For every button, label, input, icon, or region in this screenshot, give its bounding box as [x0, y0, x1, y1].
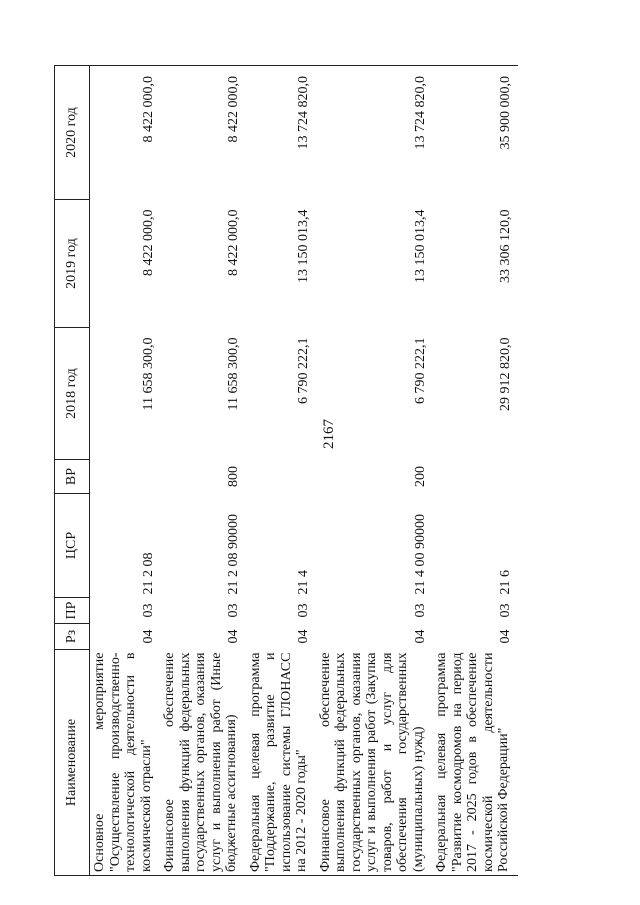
row-csr: 21 6: [498, 570, 513, 595]
row-2020: 35 900 000,0: [432, 66, 518, 200]
row-pr: 03: [140, 603, 156, 618]
row-pr: 03: [412, 603, 428, 618]
row-name: Федеральная целевая программа "Поддержание, развитие и использование системы ГЛОНАСС на 2012 - 2020 годы": [246, 650, 316, 876]
row-2019: 8 422 000,0: [140, 209, 156, 276]
row-csr: 21 2 08: [140, 552, 156, 595]
header-pr: ПР: [55, 598, 90, 624]
row-name: Основное мероприятие "Осуществление производственно-технологической деятельности в космической отрасли": [90, 650, 161, 876]
table-row: [246, 66, 316, 876]
row-pr: 03: [498, 603, 513, 618]
row-pr: 03: [226, 603, 241, 618]
row-2019: 13 150 013,4: [412, 209, 428, 283]
table-row: [90, 66, 161, 876]
row-rz: 04: [226, 629, 241, 644]
row-2018: 11 658 300,0: [140, 337, 156, 411]
header-2019: 2019 год: [55, 200, 90, 328]
header-rz: Рз: [55, 624, 90, 650]
rotated-table-container: [54, 66, 574, 876]
row-rz: 04: [296, 629, 311, 644]
page-number: 2167: [321, 419, 337, 449]
table-row: [432, 66, 518, 876]
row-2018: 6 790 222,1: [296, 337, 311, 404]
row-2018: 29 912 820,0: [498, 337, 513, 411]
row-2019: 8 422 000,0: [226, 209, 241, 276]
row-vr: [246, 460, 316, 494]
row-rz: 04: [140, 629, 156, 644]
row-csr: 21 4: [296, 570, 311, 595]
row-vr: 800: [226, 466, 241, 487]
row-csr: 21 4 00 90000: [412, 514, 428, 595]
row-rz: 04: [498, 629, 513, 644]
header-name: Наименование: [55, 650, 90, 876]
row-2020: 8 422 000,0: [90, 66, 161, 200]
row-2019: 13 150 013,4: [296, 209, 311, 283]
row-vr: [432, 460, 518, 494]
row-rz: 04: [412, 629, 428, 644]
rotated-page-content: [54, 66, 574, 876]
row-2020: 13 724 820,0: [246, 66, 316, 200]
row-2019: 33 306 120,0: [498, 209, 513, 283]
table-header-row: [55, 66, 90, 876]
row-2018: 6 790 222,1: [412, 337, 428, 404]
row-2020: 8 422 000,0: [160, 66, 246, 200]
row-vr: [90, 460, 161, 494]
row-csr: 21 2 08 90000: [226, 514, 241, 595]
row-2020: 13 724 820,0: [316, 66, 433, 200]
row-pr: 03: [296, 603, 311, 618]
table-row: [316, 66, 433, 876]
header-2018: 2018 год: [55, 328, 90, 460]
table-row: [160, 66, 246, 876]
row-vr: 200: [412, 466, 428, 487]
budget-table: [54, 65, 518, 876]
row-name: Федеральная целевая программа "Развитие космодромов на период 2017 - 2025 годов в обеспечение космической деятельности Российской Федерации": [432, 650, 518, 876]
header-2020: 2020 год: [55, 66, 90, 200]
header-vr: ВР: [55, 460, 90, 494]
row-2018: 11 658 300,0: [226, 337, 241, 411]
row-name: Финансовое обеспечение выполнения функций федеральных государственных органов, оказания услуг и выполнения работ (Иные бюджетные ассигнования): [160, 650, 246, 876]
row-name: Финансовое обеспечение выполнения функций федеральных государственных органов, оказания услуг и выполнения работ (Закупка товаров, работ и услуг для обеспечения государственных (муниципальных) нужд): [316, 650, 433, 876]
header-csr: ЦСР: [55, 494, 90, 598]
